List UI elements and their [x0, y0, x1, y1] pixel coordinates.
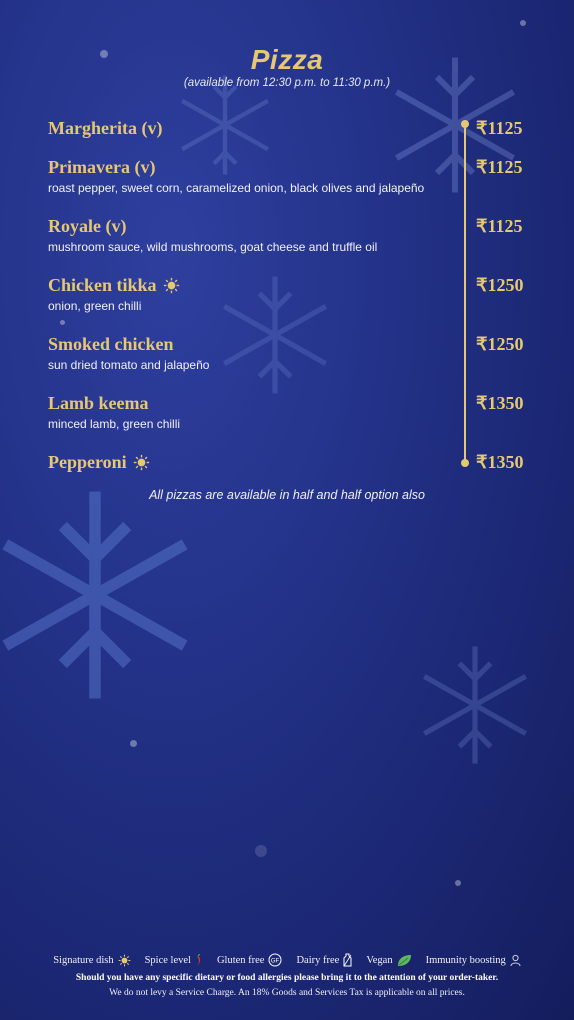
item-price: ₹1125 — [476, 157, 523, 177]
half-and-half-note: All pizzas are available in half and half option also — [149, 488, 425, 502]
menu-item — [48, 117, 528, 139]
menu-item — [48, 156, 528, 195]
item-name: Primavera (v) — [48, 156, 156, 177]
chilli-icon — [195, 954, 203, 967]
legend-item-gluten-free — [217, 953, 283, 967]
item-price: ₹1125 — [476, 216, 523, 236]
item-name: Margherita (v) — [48, 117, 163, 138]
legend-label: Gluten free — [216, 954, 265, 966]
item-price: ₹1350 — [476, 452, 524, 472]
signature-sun-icon — [163, 277, 180, 294]
signature-sun-icon — [133, 454, 150, 471]
item-name: Smoked chicken — [48, 333, 174, 354]
bokeh-dot — [60, 320, 65, 325]
legend-label: Signature dish — [53, 954, 114, 966]
legend-item-immunity — [426, 954, 521, 967]
legend-label: Vegan — [366, 954, 393, 966]
menu-item — [48, 274, 528, 313]
snowflake-decoration-icon — [410, 640, 540, 770]
item-price: ₹1250 — [476, 275, 524, 295]
menu-item — [48, 333, 528, 372]
item-description: mushroom sauce, wild mushrooms, goat cheese and truffle oil — [48, 240, 378, 254]
item-description: minced lamb, green chilli — [48, 417, 181, 431]
legend-label: Spice level — [144, 954, 191, 966]
item-price: ₹1250 — [476, 334, 524, 354]
legend-item-spice — [145, 954, 203, 967]
page-title: Pizza — [250, 44, 324, 75]
availability-subtitle: (available from 12:30 p.m. to 11:30 p.m.) — [183, 77, 391, 89]
legend-item-vegan — [366, 954, 411, 967]
gf-circle-icon — [268, 953, 282, 967]
item-description: onion, green chilli — [48, 299, 142, 313]
legend-item-dairy-free — [296, 953, 352, 967]
item-name: Royale (v) — [48, 215, 127, 236]
item-description: roast pepper, sweet corn, caramelized onion, black olives and jalapeño — [48, 181, 425, 195]
menu-item — [48, 215, 528, 254]
legend-label: Immunity boosting — [425, 954, 506, 966]
item-price: ₹1125 — [476, 118, 523, 138]
item-name: Pepperoni — [48, 451, 528, 473]
bokeh-dot — [520, 20, 526, 26]
legend-label: Dairy free — [296, 954, 340, 966]
dietary-legend — [0, 953, 574, 967]
signature-sun-icon — [118, 954, 131, 967]
tax-notice: We do not levy a Service Charge. An 18% Goods and Services Tax is applicable on all prices. — [109, 988, 465, 998]
legend-item-signature — [53, 954, 130, 967]
snowflake-decoration-icon — [0, 480, 210, 710]
svg-text:GF: GF — [271, 958, 280, 965]
item-price: ₹1350 — [476, 393, 524, 413]
item-name: Lamb keema — [48, 392, 149, 413]
leaf-icon — [397, 954, 412, 967]
item-name: Chicken tikka — [48, 274, 528, 296]
menu-item — [48, 451, 528, 473]
bokeh-dot — [455, 880, 461, 886]
item-description: sun dried tomato and jalapeño — [48, 358, 210, 372]
bokeh-dot — [130, 740, 137, 747]
allergy-notice: Should you have any specific dietary or food allergies please bring it to the attention of your order-taker. — [75, 973, 499, 983]
bokeh-dot — [255, 845, 267, 857]
immunity-person-icon — [510, 954, 521, 967]
menu-item — [48, 392, 528, 431]
milk-bottle-icon — [343, 953, 352, 967]
